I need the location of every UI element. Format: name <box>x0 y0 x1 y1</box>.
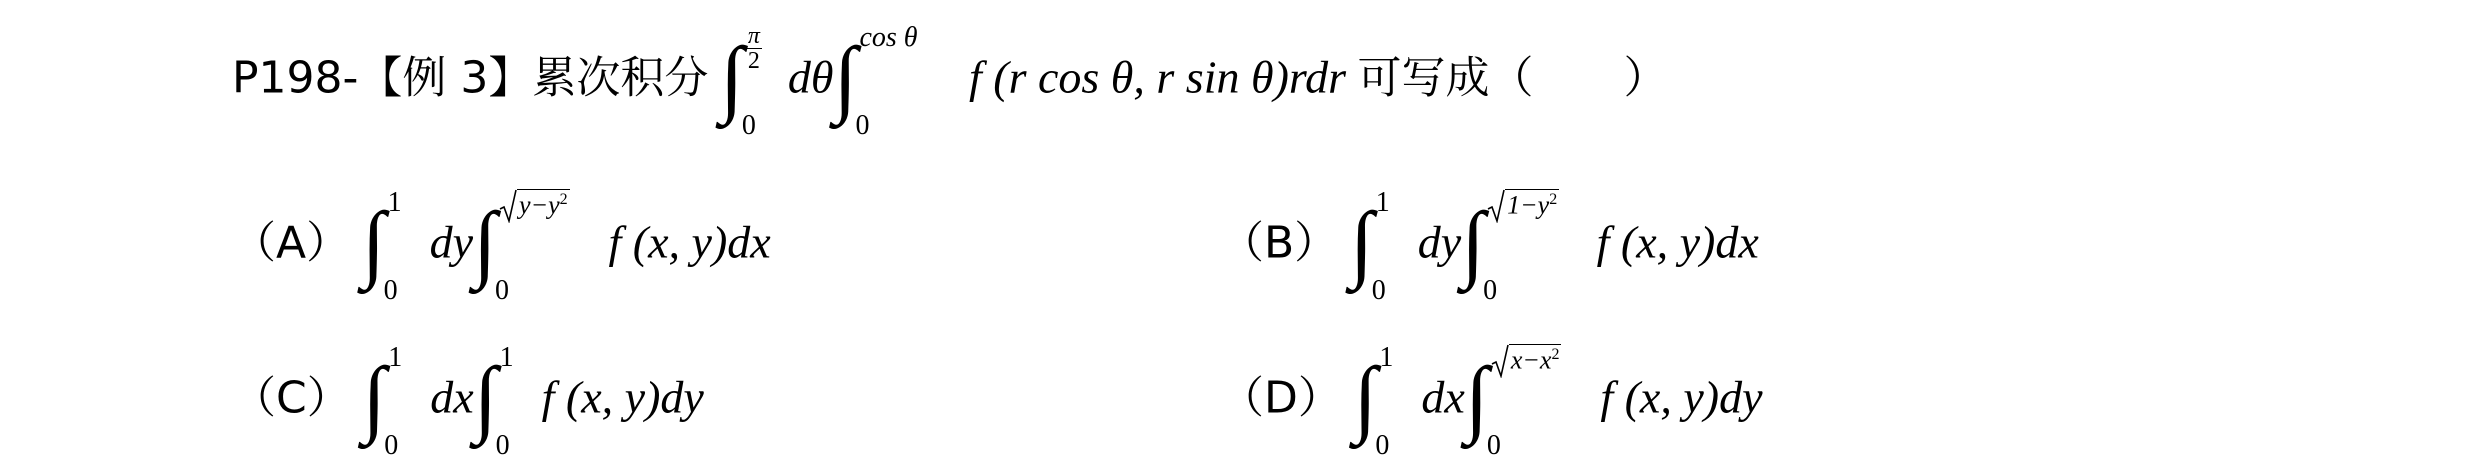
outer-upper-limit: 1 <box>387 187 402 218</box>
outer-differential: dθ <box>787 51 834 103</box>
inner-integral: ∫ cos θ 0 <box>833 22 918 141</box>
question-close-paren: ） <box>1623 52 1668 104</box>
inner-integral: ∫ $y-y^2$ 0 <box>473 190 568 306</box>
option-label: （C） <box>232 372 351 424</box>
outer-integral: ∫ 1 0 <box>1349 187 1390 306</box>
outer-integral: ∫ $\frac{\pi}{2}$ 0 <box>719 23 760 141</box>
question-integrand: f (r cos θ, r sin θ)rdr <box>968 51 1346 103</box>
option-c <box>232 342 704 461</box>
inner-integral: ∫ 1 0 <box>473 342 514 461</box>
inner-lower-limit: 0 <box>1486 430 1501 461</box>
outer-integral: ∫ 1 0 <box>361 187 402 306</box>
inner-integral: ∫ $1-y^2$ 0 <box>1461 190 1558 306</box>
question-suffix: 可写成（ <box>1357 52 1534 104</box>
outer-integral: ∫ 1 0 <box>1353 342 1394 461</box>
outer-lower-limit: 0 <box>741 110 756 141</box>
sqrt-upper-limit: $x-x^2$ <box>1491 344 1562 378</box>
option-d <box>1220 342 1763 461</box>
option-integrand: f (x, y)dy <box>1600 371 1763 423</box>
option-integrand: f (x, y)dx <box>1596 216 1759 268</box>
radical-sign <box>499 189 517 223</box>
inner-lower-limit: 0 <box>855 110 870 141</box>
question-prefix: P198-【例 3】累次积分 <box>232 52 709 104</box>
option-integrand: f (x, y)dx <box>608 216 771 268</box>
outer-upper-limit: 1 <box>1375 187 1390 218</box>
outer-upper-limit: $\frac{\pi}{2}$ <box>747 23 760 74</box>
option-label: （A） <box>232 217 351 269</box>
inner-upper-limit: cos θ <box>859 22 918 53</box>
option-b <box>1220 187 1759 306</box>
inner-upper-limit: 1 <box>499 342 514 373</box>
outer-lower-limit: 0 <box>384 430 399 461</box>
outer-differential: dy <box>429 216 474 268</box>
outer-differential: dy <box>1417 216 1462 268</box>
question-stem <box>232 22 1668 141</box>
sqrt-upper-limit: $y-y^2$ <box>499 189 570 223</box>
sqrt-upper-limit: $1-y^2$ <box>1487 189 1559 223</box>
outer-upper-limit: 1 <box>388 342 403 373</box>
option-label: （B） <box>1220 217 1339 269</box>
option-label: （D） <box>1220 372 1342 424</box>
option-a <box>232 187 771 306</box>
outer-differential: dx <box>1421 371 1465 423</box>
inner-lower-limit: 0 <box>1483 275 1498 306</box>
radical-sign <box>1487 189 1505 223</box>
inner-lower-limit: 0 <box>495 275 510 306</box>
outer-lower-limit: 0 <box>1375 430 1390 461</box>
inner-lower-limit: 0 <box>495 430 510 461</box>
option-integrand: f (x, y)dy <box>541 371 704 423</box>
outer-integral: ∫ 1 0 <box>362 342 403 461</box>
outer-lower-limit: 0 <box>383 275 398 306</box>
radical-sign <box>1491 344 1509 378</box>
inner-integral: ∫ $x-x^2$ 0 <box>1464 345 1560 461</box>
outer-lower-limit: 0 <box>1371 275 1386 306</box>
outer-upper-limit: 1 <box>1379 342 1394 373</box>
outer-differential: dx <box>430 371 474 423</box>
